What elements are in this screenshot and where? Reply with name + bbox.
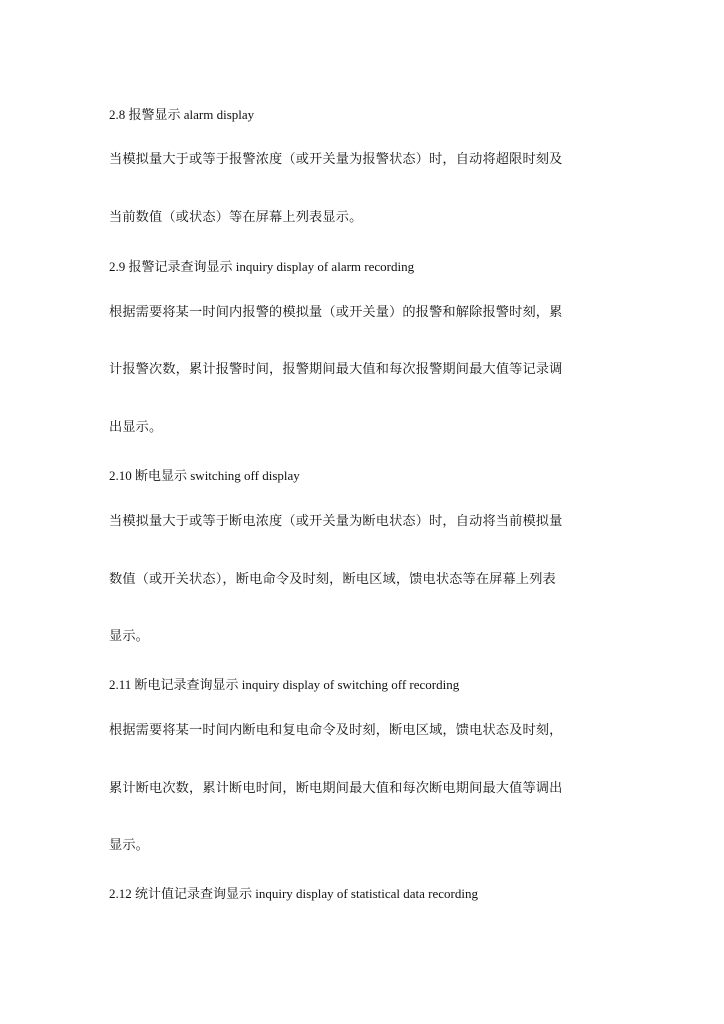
paragraph-line: 累计断电次数，累计断电时间，断电期间最大值和每次断电期间最大值等调出 (109, 781, 563, 796)
section-heading-2-10: 2.10 断电显示 switching off display (109, 468, 300, 483)
paragraph-line: 当模拟量大于或等于断电浓度（或开关量为断电状态）时，自动将当前模拟量 (109, 514, 563, 529)
paragraph-line: 计报警次数，累计报警时间，报警期间最大值和每次报警期间最大值等记录调 (109, 362, 563, 377)
paragraph-line: 显示。 (109, 838, 150, 853)
paragraph-line: 根据需要将某一时间内断电和复电命令及时刻，断电区域，馈电状态及时刻， (109, 723, 563, 738)
section-heading-2-12: 2.12 统计值记录查询显示 inquiry display of statistical data recording (109, 886, 478, 901)
paragraph-line: 数值（或开关状态），断电命令及时刻，断电区域，馈电状态等在屏幕上列表 (109, 572, 556, 587)
section-heading-2-8: 2.8 报警显示 alarm display (109, 107, 255, 122)
paragraph-line: 当前数值（或状态）等在屏幕上列表显示。 (109, 210, 363, 225)
paragraph-line: 根据需要将某一时间内报警的模拟量（或开关量）的报警和解除报警时刻，累 (109, 305, 563, 320)
paragraph-line: 当模拟量大于或等于报警浓度（或开关量为报警状态）时，自动将超限时刻及 (109, 152, 563, 167)
section-heading-2-11: 2.11 断电记录查询显示 inquiry display of switching off recording (109, 677, 460, 692)
section-heading-2-9: 2.9 报警记录查询显示 inquiry display of alarm recording (109, 259, 415, 274)
paragraph-line: 出显示。 (109, 420, 163, 435)
paragraph-line: 显示。 (109, 629, 150, 644)
